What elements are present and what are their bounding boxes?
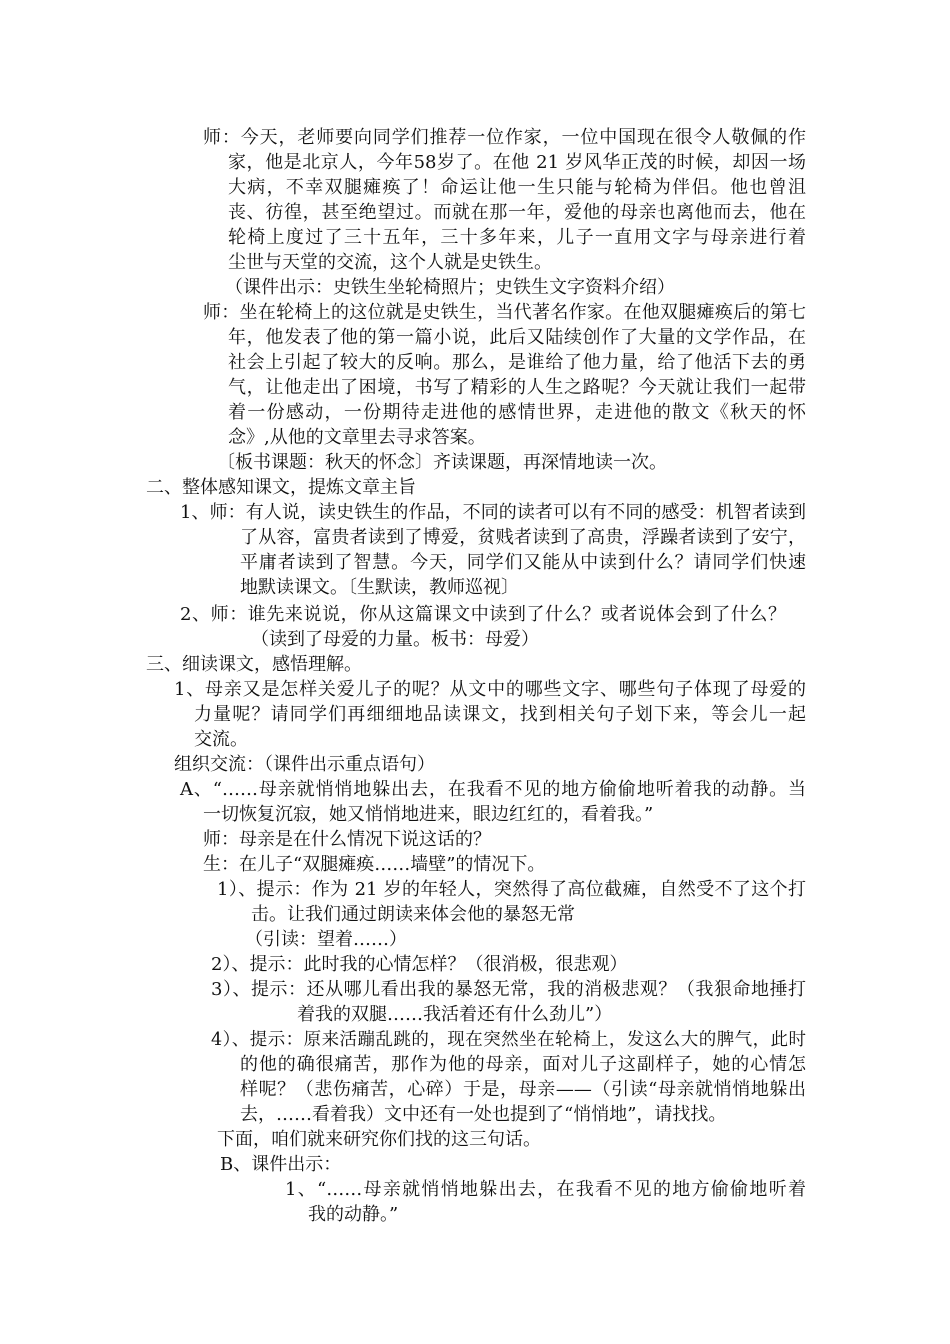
text-line: 交流。 [194,729,248,750]
text-line: 着一份感动，一份期待走进他的感情世界，走进他的散文《秋天的怀 [228,402,806,423]
text-line: 师：今天，老师要向同学们推荐一位作家，一位中国现在很令人敬佩的作 [203,127,806,148]
text-line: 1、师：有人说，读史铁生的作品，不同的读者可以有不同的感受：机智者读到 [180,502,806,523]
text-line: 丧、彷徨，甚至绝望过。而就在那一年，爱他的母亲也离他而去，他在 [228,202,806,223]
text-line: 2、师：谁先来说说，你从这篇课文中读到了什么？或者说体会到了什么？ [180,604,786,625]
section-heading: 二、整体感知课文，提炼文章主旨 [146,477,416,498]
text-line: 平庸者读到了智慧。今天，同学们又能从中读到什么？请同学们快速 [240,552,806,573]
text-line: 社会上引起了较大的反响。那么，是谁给了他力量，给了他活下去的勇 [228,352,806,373]
text-line: 气，让他走出了困境，书写了精彩的人生之路呢？今天就让我们一起带 [228,377,806,398]
text-line: 下面，咱们就来研究你们找的这三句话。 [217,1129,541,1150]
text-line: 着我的双腿……我活着还有什么劲儿”） [297,1004,613,1025]
text-line: 力量呢？请同学们再细细地品读课文，找到相关句子划下来，等会儿一起 [194,704,806,725]
text-line: 2）、提示：此时我的心情怎样？（很消极，很悲观） [211,954,628,975]
text-line: 4）、提示：原来活蹦乱跳的，现在突然坐在轮椅上，发这么大的脾气，此时 [211,1030,806,1050]
text-line: 轮椅上度过了三十五年，三十多年来，儿子一直用文字与母亲进行着 [228,227,806,248]
text-line: 〔板书课题：秋天的怀念〕齐读课题，再深情地读一次。 [217,452,667,473]
text-line: B、课件出示： [220,1154,342,1175]
text-line: 一切恢复沉寂，她又悄悄地进来，眼边红红的，看着我。” [203,804,654,825]
text-line: 了从容，富贵者读到了博爱，贫贱者读到了高贵，浮躁者读到了安宁， [240,527,806,548]
text-line: A、“……母亲就悄悄地躲出去，在我看不见的地方偷偷地听着我的动静。当 [180,779,806,800]
text-line: 1）、提示：作为 21 岁的年轻人，突然得了高位截瘫，自然受不了这个打 [217,879,806,900]
text-line: 击。让我们通过朗读来体会他的暴怒无常 [251,904,575,925]
text-line: （引读：望着……） [245,929,407,950]
text-line: 师：坐在轮椅上的这位就是史铁生，当代著名作家。在他双腿瘫痪后的第七 [203,302,806,323]
section-heading: 三、细读课文，感悟理解。 [146,654,362,675]
text-line: 念》,从他的文章里去寻求答案。 [228,427,486,448]
text-line: 1、母亲又是怎样关爱儿子的呢？从文中的哪些文字、哪些句子体现了母爱的 [174,679,806,700]
text-line: （课件出示：史铁生坐轮椅照片；史铁生文字资料介绍） [225,277,675,298]
text-line: 家，他是北京人，今年58岁了。在他 21 岁风华正茂的时候，却因一场 [228,152,806,173]
text-line: 1、“……母亲就悄悄地躲出去，在我看不见的地方偷偷地听着 [285,1179,806,1200]
text-line: 去，……看着我）文中还有一处也提到了“悄悄地”，请找找。 [240,1104,727,1125]
text-line: 地默读课文。〔生默读，教师巡视〕 [240,577,519,598]
text-line: 年，他发表了他的第一篇小说，此后又陆续创作了大量的文学作品，在 [228,327,806,348]
text-line: 的他的确很痛苦，那作为他的母亲，面对儿子这副样子，她的心情怎 [240,1054,806,1075]
text-line: 3）、提示：还从哪儿看出我的暴怒无常，我的消极悲观？（我狠命地捶打 [211,979,806,1000]
text-line: 生：在儿子“双腿瘫痪……墙壁”的情况下。 [203,854,546,875]
text-line: 尘世与天堂的交流，这个人就是史铁生。 [228,252,552,273]
text-line: 大病，不幸双腿瘫痪了！命运让他一生只能与轮椅为伴侣。他也曾沮 [228,177,806,198]
text-line: 师：母亲是在什么情况下说这话的？ [203,829,491,850]
text-line: （读到了母爱的力量。板书：母爱） [251,629,539,650]
text-line: 我的动静。” [308,1204,399,1225]
text-line: 样呢？（悲伤痛苦，心碎）于是，母亲——（引读“母亲就悄悄地躲出 [240,1079,806,1100]
text-line: 组织交流：（课件出示重点语句） [174,754,435,775]
